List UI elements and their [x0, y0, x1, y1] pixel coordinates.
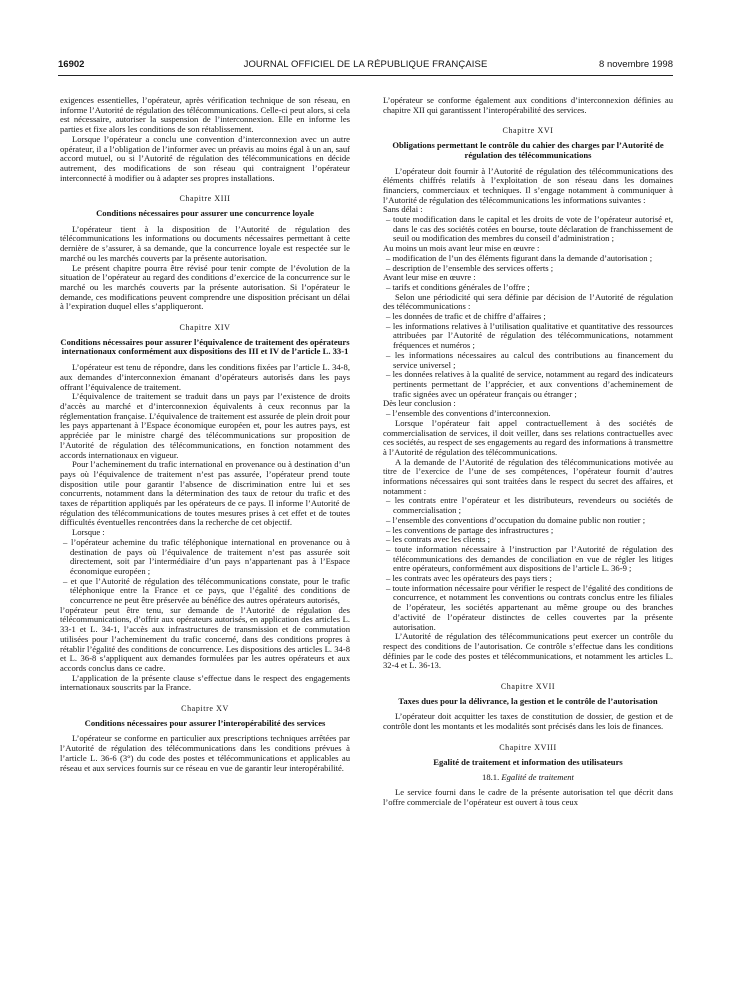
- paragraph: Pour l’acheminement du trafic international en provenance ou à destination d’un pays où l’équivalence de traitement n’est pas assurée, l’opérateur prend toute disposition utile pour garantir l’absence de discrimination entre lui et ses concurrents, notamment dans la détermination des taux de retour du trafic et des taxes de répartition appliqués par les opérateurs de ce pays. Il informe l’Autorité de régulation des télécommunications de toutes mesures prises à cet effet et de toutes difficultés éventuelles rencontrées dans la recherche de cet objectif.: [60, 459, 350, 528]
- section-title: Egalité de traitement: [501, 772, 574, 783]
- list-item: – les contrats avec les opérateurs des pays tiers ;: [386, 573, 552, 584]
- paragraph: Le service fourni dans le cadre de la présente autorisation tel que décrit dans l’offre commerciale de l’opérateur est ouvert à tous ceux: [383, 787, 673, 807]
- paragraph: A la demande de l’Autorité de régulation des télécommunications motivée au titre de l’exercice de l’une de ses compétences, l’opérateur fournit d’autres informations nécessaires qui sont traitées dans le respect du secret des affaires, et notamment :: [383, 456, 673, 496]
- paragraph: L’Autorité de régulation des télécommunications peut exercer un contrôle du respect des conditions de l’autorisation. Ce contrôle s’effectue dans les conditions définies par le code des postes et télécommunications, et notamment les articles L. 32-4 et L. 36-13.: [383, 631, 673, 671]
- list-item: – tarifs et conditions générales de l’offre ;: [386, 281, 530, 292]
- paragraph: Au moins un mois avant leur mise en œuvre :: [383, 243, 540, 254]
- list-item: – les contrats entre l’opérateur et les distributeurs, revendeurs ou sociétés de commercialisation ;: [386, 495, 673, 516]
- page-number: 16902: [58, 59, 85, 70]
- paragraph: Dès leur conclusion :: [383, 398, 456, 409]
- journal-title: JOURNAL OFFICIEL DE LA RÉPUBLIQUE FRANÇAISE: [243, 59, 488, 70]
- paragraph: L’opérateur se conforme également aux conditions d’interconnexion définies au chapitre XII qui garantissent l’interopérabilité des services.: [383, 95, 673, 115]
- list-item: – l’opérateur achemine du trafic téléphonique international en provenance ou à destination de pays où l’équivalence de traitement n’est pas assurée soit directement, soit par l’intermédiaire d’un pays n’appartenant pas à l’Espace économique européen ;: [63, 536, 350, 576]
- chapter-title: Conditions nécessaires pour assurer une concurrence loyale: [96, 208, 314, 219]
- list-item: – les informations relatives à l’utilisation qualitative et quantitative des ressources attribuées par l’Autorité de régulation des télécommunications, notamment fréquences et numéros ;: [386, 320, 673, 351]
- list-item: – les données relatives à la qualité de service, notamment au regard des indicateurs pertinents permettant de l’apprécier, et aux conventions d’acheminement de trafic signées avec un opérateur français ou étranger ;: [386, 369, 673, 399]
- paragraph: L’opérateur se conforme en particulier aux prescriptions techniques arrêtées par l’Autorité de régulation des télécommunications dans les conditions prévues à l’article L. 36-6 (3°) du code des postes et télécommunications et applicables au réseau et aux services fournis sur ce réseau en vue de garantir leur interopérabilité.: [60, 733, 350, 773]
- list-item: – l’ensemble des conventions d’interconnexion.: [386, 408, 551, 419]
- paragraph: L’opérateur doit acquitter les taxes de constitution de dossier, de gestion et de contrôle dont les montants et les modalités sont précisés dans les lois de finances.: [383, 711, 673, 732]
- paragraph: L’application de la présente clause s’effectue dans le respect des engagements internationaux souscrits par la France.: [60, 672, 350, 693]
- paragraph: L’opérateur est tenu de répondre, dans les conditions fixées par l’article L. 34-8, aux demandes d’interconnexion émanant d’opérateurs autorisés dans les pays offrant l’équivalence de traitement.: [60, 362, 350, 392]
- chapter-title: Egalité de traitement et information des utilisateurs: [433, 756, 623, 767]
- chapter-heading: Chapitre XVI: [502, 126, 554, 136]
- list-item: – et que l’Autorité de régulation des télécommunications constate, pour le trafic téléphonique entre la France et ce pays, que l’égalité des conditions de concurrence ne peut être préservée au bénéfice des autres opérateurs autorisés,: [63, 575, 350, 606]
- chapter-heading: Chapitre XV: [181, 704, 229, 714]
- list-item: – toute modification dans le capital et les droits de vote de l’opérateur autorisé et, dans le cas des sociétés cotées en bourse, toute déclaration de franchissement de seuil ou modification des membres du conseil d’administration ;: [386, 214, 673, 244]
- section-number: 18.1.: [482, 772, 500, 783]
- paragraph: L’équivalence de traitement se traduit dans un pays par l’existence de droits d’accès au marché et d’interconnexion équivalents à ceux reconnus par la réglementation française. L’équivalence de traitement est assurée de plein droit pour les pays appartenant à l’Espace économique européen et, pour les autres pays, est appréciée par le ministre chargé des télécommunications sur proposition de l’Autorité de régulation des télécommunications, en fonction notamment des accords internationaux en vigueur.: [60, 391, 350, 460]
- chapter-heading: Chapitre XIII: [179, 194, 231, 204]
- paragraph: l’opérateur peut être tenu, sur demande de l’Autorité de régulation des télécommunications, d’offrir aux opérateurs autorisés, en application des articles L. 33-1 et L. 34-1, l’accès aux infrastructures de transmission et de commutation utilisées pour l’acheminement du trafic concerné, dans des conditions propres à rétablir l’égalité des conditions de concurrence. Les dispositions des articles L. 34-8 et L. 36-8 s’appliquent aux demandes formulées par les autres opérateurs et aux accords conclus dans ce cadre.: [60, 604, 350, 673]
- paragraph: Sans délai :: [383, 204, 423, 215]
- chapter-title: Conditions nécessaires pour assurer l’interopérabilité des services: [84, 717, 326, 728]
- header-rule: [58, 75, 673, 76]
- list-item: – modification de l’un des éléments figurant dans la demande d’autorisation ;: [386, 252, 653, 263]
- list-item: – les informations nécessaires au calcul des contributions au financement du service universel ;: [386, 349, 673, 370]
- chapter-title: Conditions nécessaires pour assurer l’équivalence de traitement des opérateurs internationaux conformément aux dispositions des III et IV de l’article L. 33-1: [60, 336, 350, 357]
- right-column: [383, 96, 673, 807]
- paragraph: Lorsque l’opérateur fait appel contractuellement à des sociétés de commercialisation de services, il doit veiller, dans ses relations contractuelles avec ces sociétés, au respect de ses engagements au regard des informations à transmettre à l’Autorité de régulation des télécommunications.: [383, 417, 673, 457]
- section-subtitle: [383, 773, 673, 783]
- paragraph: L’opérateur tient à la disposition de l’Autorité de régulation des télécommunications les informations ou documents nécessaires permettant à cette dernière de s’assurer, à sa demande, que la concurrence loyale est respectée sur le marché ou les marchés couverts par la présente autorisation.: [60, 223, 350, 263]
- chapter-heading: Chapitre XVIII: [499, 742, 557, 752]
- paragraph: Avant leur mise en œuvre :: [383, 272, 476, 283]
- paragraph: exigences essentielles, l’opérateur, après vérification technique de son réseau, en informe l’Autorité de régulation des télécommunications. Celle-ci peut alors, si cela est nécessaire, autoriser la suspension de l’interconnexion. Elle en informe les parties et fixe alors les conditions de son rétablissement.: [60, 95, 350, 135]
- paragraph: Lorsque l’opérateur a conclu une convention d’interconnexion avec un autre opérateur, il a l’obligation de l’informer avec un préavis au moins égal à un an, sauf accord mutuel, ou si l’Autorité de régulation des télécommunications en décide autrement, des modifications de son réseau qui contraignent l’opérateur interconnecté à modifier ou à adapter ses propres installations.: [60, 133, 350, 183]
- chapter-title: Taxes dues pour la délivrance, la gestion et le contrôle de l’autorisation: [398, 695, 658, 706]
- paragraph: Selon une périodicité qui sera définie par décision de l’Autorité de régulation des télécommunications :: [383, 291, 673, 312]
- chapter-heading: Chapitre XIV: [179, 323, 231, 333]
- paragraph: Lorsque :: [72, 527, 105, 538]
- left-column: [60, 96, 350, 773]
- chapter-heading: Chapitre XVII: [500, 682, 556, 692]
- chapter-title: Obligations permettant le contrôle du cahier des charges par l’Autorité de régulation des télécommunications: [392, 140, 664, 160]
- list-item: – les contrats avec les clients ;: [386, 534, 491, 545]
- list-item: – description de l’ensemble des services offerts ;: [386, 262, 554, 273]
- list-item: – les données de trafic et de chiffre d’affaires ;: [386, 311, 546, 322]
- list-item: – l’ensemble des conventions d’occupation du domaine public non routier ;: [386, 514, 646, 525]
- publication-date: 8 novembre 1998: [599, 59, 673, 70]
- list-item: – les conventions de partage des infrastructures ;: [386, 524, 554, 535]
- paragraph: L’opérateur doit fournir à l’Autorité de régulation des télécommunications des éléments chiffrés relatifs à l’exploitation de son réseau dans les domaines financiers, commerciaux et techniques. Il s’engage notamment à communiquer à l’Autorité de régulation des télécommunications les informations suivantes :: [383, 165, 673, 205]
- list-item: – toute information nécessaire à l’instruction par l’Autorité de régulation des télécommunications des demandes de conciliation en vue de régler les litiges entre opérateurs, conformément aux dispositions de l’article L. 36-9 ;: [386, 543, 673, 574]
- page-header: [58, 59, 673, 75]
- list-item: – toute information nécessaire pour vérifier le respect de l’égalité des conditions de concurrence, et notamment les conventions ou contrats conclus entre les filiales de l’opérateur, les sociétés appartenant au même groupe ou des branches d’activité de l’opérateur distinctes de celles couvertes par la présente autorisation.: [386, 582, 673, 632]
- paragraph: Le présent chapitre pourra être révisé pour tenir compte de l’évolution de la situation de l’opérateur au regard des conditions d’exercice de la concurrence sur le marché ou les marchés couverts par la présente autorisation. Si l’opérateur le demande, ces modifications peuvent comprendre une disposition précisant un délai à l’expiration duquel elles s’appliqueront.: [60, 262, 350, 312]
